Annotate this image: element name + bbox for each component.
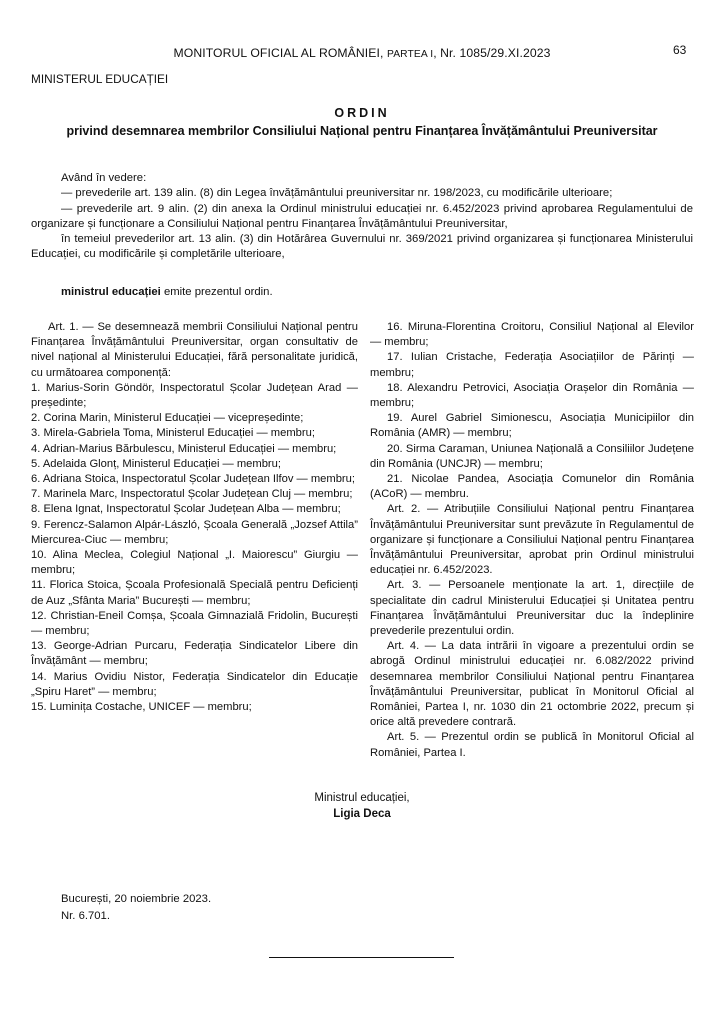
member-item: 2. Corina Marin, Ministerul Educației — vicepreședinte; <box>31 412 304 425</box>
article-paragraph: Art. 3. — Persoanele menționate la art. 1, direcțiile de specialitate din cadrul Ministerului Educației și Unitatea pentru Finanțarea Învățământului Preuniversitar duc la îndeplinire prevederile prezentului ordin. <box>370 579 694 638</box>
header-publication: MONITORUL OFICIAL AL ROMÂNIEI, <box>173 46 387 60</box>
document-title: ORDIN <box>334 106 390 120</box>
header-part: PARTEA I <box>386 49 434 60</box>
member-item: 12. Christian-Eneil Comșa, Școala Gimnazială Fridolin, București — membru; <box>31 609 358 638</box>
header-issue: , Nr. 1085/29.XI.2023 <box>433 46 551 60</box>
preamble-line: — prevederile art. 139 alin. (8) din Legea învățământului preuniversitar nr. 198/2023, cu modificările ulterioare; <box>61 187 613 200</box>
member-item: 14. Marius Ovidiu Nistor, Federația Sindicatelor din Educație „Spiru Haret” — membru; <box>31 670 358 698</box>
member-item: 7. Marinela Marc, Inspectoratul Școlar Județean Cluj — membru; <box>31 488 353 501</box>
issuing-authority: ministrul educației <box>61 286 161 298</box>
article-paragraph: Art. 2. — Atribuțiile Consiliului Național pentru Finanțarea Învățământului Preuniversitar sunt prevăzute în Regulamentul de organizare și funcționare a Consiliului Național pentru Finanțarea Învățământului Preuniversitar, aprobat prin Ordinul ministrului educației nr. 6.452/2023. <box>370 503 694 577</box>
page-number: 63 <box>673 43 687 57</box>
preamble-line: în temeiul prevederilor art. 13 alin. (3) din Hotărârea Guvernului nr. 369/2021 privind organizarea și funcționarea Ministerului Educației, cu modificările și completările ulterioare, <box>31 233 693 261</box>
article-paragraph: Art. 5. — Prezentul ordin se publică în Monitorul Oficial al României, Partea I. <box>370 731 694 759</box>
member-item: 4. Adrian-Marius Bărbulescu, Ministerul Educației — membru; <box>31 442 337 455</box>
member-item: 8. Elena Ignat, Inspectoratul Școlar Județean Alba — membru; <box>31 503 341 516</box>
end-divider <box>269 957 454 958</box>
place-date: București, 20 noiembrie 2023. <box>61 893 212 905</box>
member-item: 6. Adriana Stoica, Inspectoratul Școlar Județean Ilfov — membru; <box>31 473 355 486</box>
issuing-statement <box>61 286 273 298</box>
member-item: 1. Marius-Sorin Göndör, Inspectoratul Școlar Județean Arad — președinte; <box>31 381 358 410</box>
article-paragraph: Art. 4. — La data intrării în vigoare a prezentului ordin se abrogă Ordinul ministrului educației nr. 6.082/2022 privind desemnarea membrilor Consiliului Național pentru Finanțarea Învățământului Preuniversitar, publicat în Monitorul Oficial al României, Partea I, nr. 1030 din 21 octombrie 2022, precum și orice altă prevedere contrară. <box>370 640 694 729</box>
issuing-ministry: MINISTERUL EDUCAȚIEI <box>31 72 169 86</box>
member-item: 5. Adelaida Glonț, Ministerul Educației — membru; <box>31 457 281 470</box>
member-item: 19. Aurel Gabriel Simionescu, Asociația Municipiilor din România (AMR) — membru; <box>370 412 694 440</box>
left-column <box>31 320 358 715</box>
member-item: 20. Sirma Caraman, Uniunea Națională a Consiliilor Județene din România (UNCJR) — membru; <box>370 442 694 470</box>
member-item: 17. Iulian Cristache, Federația Asociațiilor de Părinți — membru; <box>370 351 694 379</box>
member-item: 9. Ferencz-Salamon Alpár-László, Școala Generală „Jozsef Attila” Miercurea-Ciuc — membru; <box>31 518 358 546</box>
right-column <box>370 320 694 761</box>
member-item: 16. Miruna-Florentina Croitoru, Consiliul Național al Elevilor — membru; <box>370 321 694 349</box>
member-item: 21. Nicolae Pandea, Asociația Comunelor din România (ACoR) — membru. <box>370 473 694 501</box>
member-item: 10. Alina Meclea, Colegiul Național „I. Maiorescu” Giurgiu — membru; <box>31 549 358 577</box>
page-header <box>0 46 724 60</box>
member-item: 3. Mirela-Gabriela Toma, Ministerul Educației — membru; <box>31 427 315 440</box>
preamble <box>31 171 693 263</box>
signature-title: Ministrul educației, <box>314 792 410 804</box>
issuing-text: emite prezentul ordin. <box>160 286 273 298</box>
member-item: 11. Florica Stoica, Școala Profesională Specială pentru Deficienți de Auz „Sfânta Maria” București — membru; <box>31 579 358 607</box>
order-number: Nr. 6.701. <box>61 910 110 922</box>
document-subject: privind desemnarea membrilor Consiliului Național pentru Finanțarea Învățământului Preuniversitar <box>66 124 658 138</box>
preamble-line: — prevederile art. 9 alin. (2) din anexa la Ordinul ministrului educației nr. 6.452/2023 privind aprobarea Regulamentului de organizare și funcționare a Consiliului Național pentru Finanțarea Învățământului Preuniversitar, <box>31 202 693 230</box>
member-item: 15. Luminița Costache, UNICEF — membru; <box>31 701 252 714</box>
member-item: 18. Alexandru Petrovici, Asociația Orașelor din România — membru; <box>370 381 694 410</box>
member-item: 13. George-Adrian Purcaru, Federația Sindicatelor Libere din Învățământ — membru; <box>31 640 358 668</box>
preamble-line: Având în vedere: <box>61 172 147 184</box>
signature-name: Ligia Deca <box>333 808 391 820</box>
article-paragraph: Art. 1. — Se desemnează membrii Consiliului Național pentru Finanțarea Învățământului Preuniversitar, organ consultativ de nivel național al Ministerului Educației, fără personalitate juridică, cu următoarea componență: <box>31 321 358 379</box>
